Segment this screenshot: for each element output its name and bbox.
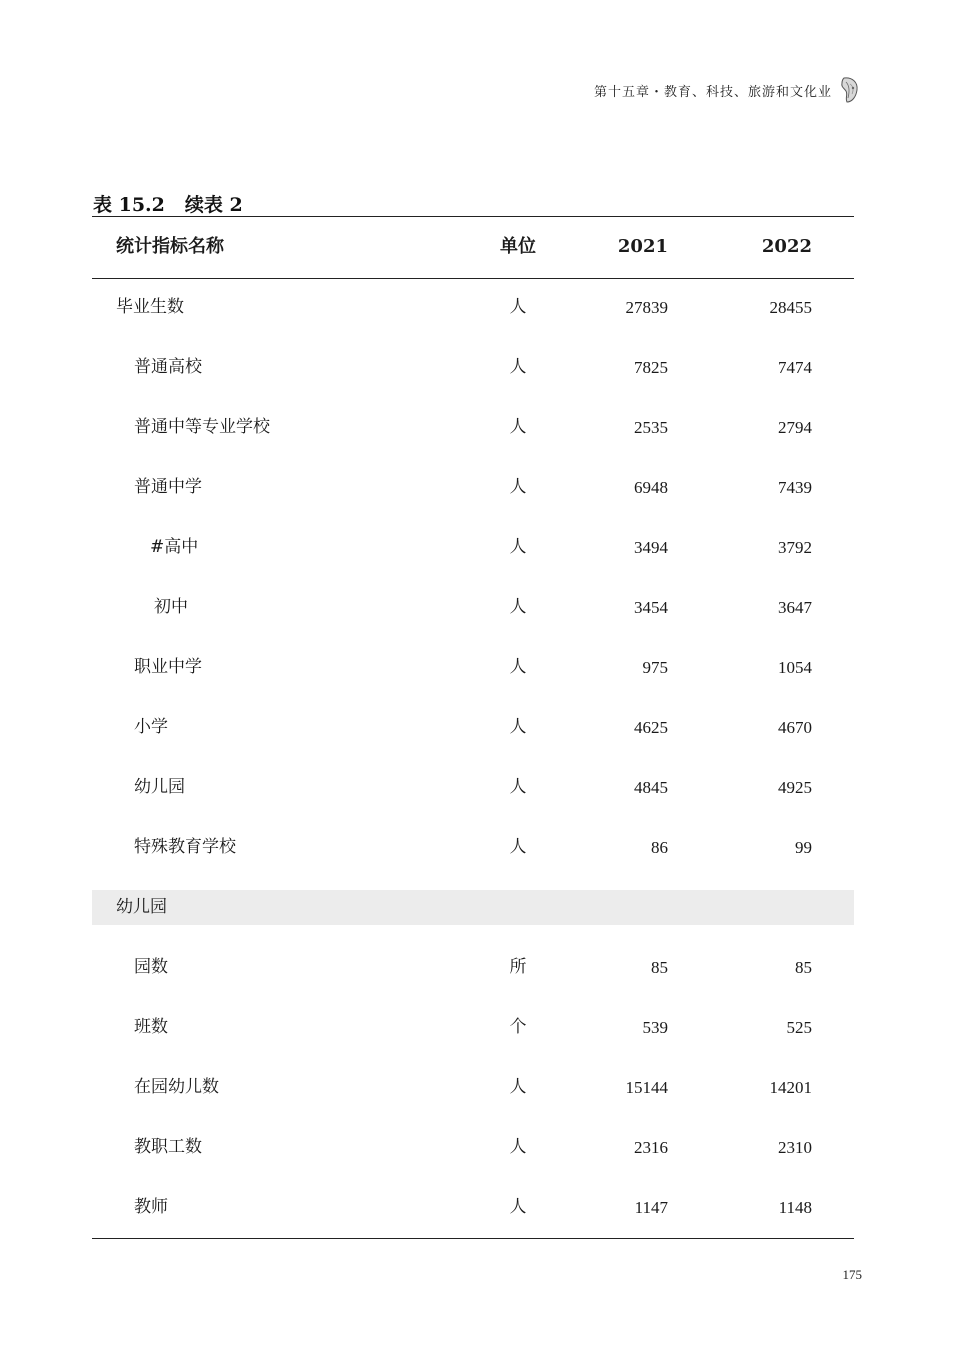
table-row [92, 998, 854, 1058]
row-unit: 所 [509, 957, 527, 977]
row-unit: 人 [509, 597, 527, 617]
row-label: 班数 [134, 1017, 168, 1037]
row-unit: 人 [509, 777, 527, 797]
row-unit: 人 [509, 1197, 527, 1217]
row-unit: 人 [509, 717, 527, 737]
value-2021: 6948 [634, 478, 668, 497]
value-2022: 4925 [778, 778, 812, 797]
table-row [92, 1118, 854, 1178]
value-2021: 539 [642, 1018, 668, 1037]
table-row [92, 1178, 854, 1238]
row-label: 幼儿园 [134, 777, 185, 797]
row-label: 职业中学 [134, 657, 202, 677]
table-row [92, 338, 854, 398]
row-label: 特殊教育学校 [134, 837, 236, 857]
value-2021: 1147 [634, 1198, 668, 1217]
running-header [594, 76, 860, 104]
row-unit: 人 [509, 537, 527, 557]
row-label: 普通高校 [134, 357, 202, 377]
value-2022: 1054 [778, 658, 812, 677]
table-body [92, 278, 854, 1238]
table-row [92, 818, 854, 878]
value-2021: 975 [642, 658, 668, 677]
value-2021: 3454 [634, 598, 668, 617]
row-label: 普通中学 [134, 477, 202, 497]
row-unit: 人 [509, 477, 527, 497]
value-2021: 2316 [634, 1138, 668, 1157]
value-2021: 27839 [625, 298, 668, 317]
value-2022: 85 [795, 958, 812, 977]
row-label: #高中 [150, 537, 199, 557]
row-unit: 人 [509, 357, 527, 377]
row-unit: 个 [509, 1017, 527, 1037]
value-2022: 7439 [778, 478, 812, 497]
row-label: 幼儿园 [116, 897, 167, 917]
row-label: 毕业生数 [116, 297, 184, 317]
table-label: 表 15.2 [93, 194, 165, 216]
table-bottom-rule [92, 1238, 854, 1239]
row-unit: 人 [509, 297, 527, 317]
table-title [93, 190, 243, 217]
table-row [92, 518, 854, 578]
value-2021: 7825 [634, 358, 668, 377]
value-2021: 3494 [634, 538, 668, 557]
running-title: 第十五章・教育、科技、旅游和文化业 [593, 84, 832, 100]
table-row [92, 758, 854, 818]
value-2022: 7474 [778, 358, 812, 377]
section-band [92, 890, 854, 925]
row-label: 教职工数 [134, 1137, 202, 1157]
value-2021: 4845 [634, 778, 668, 797]
value-2022: 2794 [778, 418, 812, 437]
column-header-unit: 单位 [500, 236, 536, 257]
value-2021: 2535 [634, 418, 668, 437]
value-2021: 86 [651, 838, 668, 857]
value-2021: 15144 [625, 1078, 668, 1097]
value-2022: 1148 [778, 1198, 812, 1217]
table-row [92, 1058, 854, 1118]
page-number: 175 [842, 1267, 862, 1282]
value-2022: 99 [795, 838, 812, 857]
row-unit: 人 [509, 1137, 527, 1157]
row-unit: 人 [509, 837, 527, 857]
row-label: 普通中等专业学校 [134, 417, 270, 437]
table-row [92, 458, 854, 518]
value-2022: 2310 [778, 1138, 812, 1157]
row-unit: 人 [509, 657, 527, 677]
value-2022: 4670 [778, 718, 812, 737]
table-row [92, 698, 854, 758]
table-row [92, 278, 854, 338]
value-2022: 3647 [778, 598, 812, 617]
column-header-2021: 2021 [617, 236, 668, 257]
table-row [92, 638, 854, 698]
row-label: 初中 [154, 597, 188, 617]
row-label: 园数 [134, 957, 168, 977]
table-row [92, 578, 854, 638]
table-header-row [92, 217, 854, 278]
table-row [92, 938, 854, 998]
table-row [92, 398, 854, 458]
leaf-emblem-icon [838, 76, 860, 104]
value-2022: 525 [786, 1018, 812, 1037]
column-header-2022: 2022 [761, 236, 812, 257]
section-row [92, 878, 854, 938]
value-2021: 4625 [634, 718, 668, 737]
row-unit: 人 [509, 417, 527, 437]
value-2022: 14201 [769, 1078, 812, 1097]
row-label: 在园幼儿数 [134, 1077, 219, 1097]
row-unit: 人 [509, 1077, 527, 1097]
row-label: 小学 [134, 717, 168, 737]
table-continuation: 续表 2 [184, 194, 243, 216]
row-label: 教师 [134, 1197, 168, 1217]
value-2022: 3792 [778, 538, 812, 557]
value-2022: 28455 [769, 298, 812, 317]
column-header-name: 统计指标名称 [116, 236, 224, 257]
value-2021: 85 [651, 958, 668, 977]
